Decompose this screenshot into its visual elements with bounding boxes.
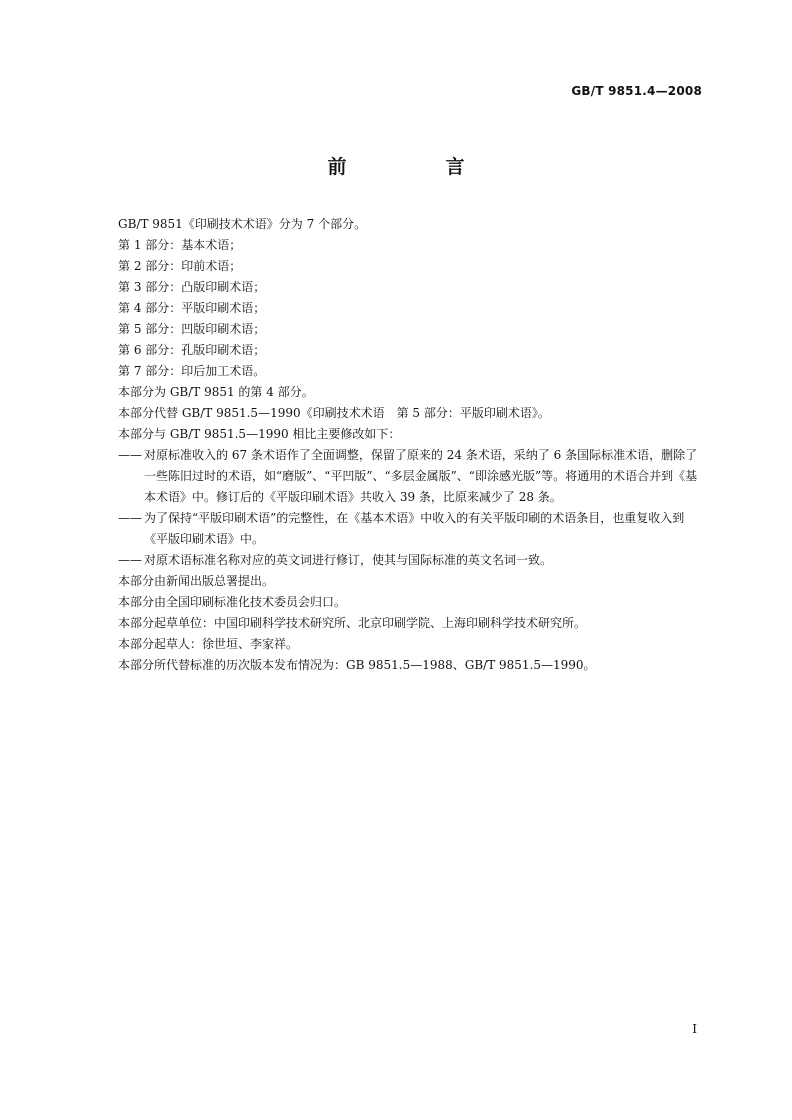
paragraph: 本部分代替 GB/T 9851.5—1990《印刷技术术语 第 5 部分：平版印刷术语》。 [118, 406, 550, 420]
paragraph: 第 7 部分：印后加工术语。 [118, 364, 266, 378]
paragraph: 第 1 部分：基本术语； [118, 238, 242, 252]
list-item-text: 为了保持“平版印刷术语”的完整性，在《基本术语》中收入的有关平版印刷的术语条目，也重复收入到《平版印刷术语》中。 [144, 511, 685, 546]
page-number: I [692, 1022, 697, 1036]
paragraph: 本部分与 GB/T 9851.5—1990 相比主要修改如下： [118, 427, 401, 441]
paragraph: 本部分为 GB/T 9851 的第 4 部分。 [118, 385, 314, 399]
list-item-text: 对原术语标准名称对应的英文词进行修订，使其与国际标准的英文名词一致。 [144, 553, 553, 567]
paragraph: 本部分所代替标准的历次版本发布情况为：GB 9851.5—1988、GB/T 9851.5—1990。 [118, 658, 596, 672]
list-item [118, 445, 702, 508]
paragraph: 第 2 部分：印前术语； [118, 259, 242, 273]
dash-marker: —— [118, 511, 142, 525]
list-item-text: 对原标准收入的 67 条术语作了全面调整，保留了原来的 24 条术语，采纳了 6 条国际标准术语，删除了一些陈旧过时的术语，如“磨版”、“平凹版”、“多层金属版”、“即涂感光版”等。将通用的术语合并到《基本术语》中。修订后的《平版印刷术语》共收入 39 条，比原来减少了 28 条。 [144, 448, 698, 504]
standard-code: GB/T 9851.4—2008 [571, 84, 702, 98]
paragraph: 第 6 部分：孔版印刷术语； [118, 343, 266, 357]
page-title: 前 言 [327, 156, 505, 178]
paragraph: 第 4 部分：平版印刷术语； [118, 301, 266, 315]
paragraph: 第 3 部分：凸版印刷术语； [118, 280, 266, 294]
list-item [118, 508, 702, 550]
paragraph: 本部分由全国印刷标准化技术委员会归口。 [118, 595, 347, 609]
foreword-body [118, 214, 702, 676]
list-item [118, 550, 702, 571]
dash-marker: —— [118, 448, 142, 462]
dash-marker: —— [118, 553, 142, 567]
paragraph: 本部分起草单位：中国印刷科学技术研究所、北京印刷学院、上海印刷科学技术研究所。 [118, 616, 587, 630]
paragraph: 本部分由新闻出版总署提出。 [118, 574, 275, 588]
paragraph: 第 5 部分：凹版印刷术语； [118, 322, 266, 336]
paragraph: GB/T 9851《印刷技术术语》分为 7 个部分。 [118, 217, 367, 231]
paragraph: 本部分起草人：徐世垣、李家祥。 [118, 637, 299, 651]
